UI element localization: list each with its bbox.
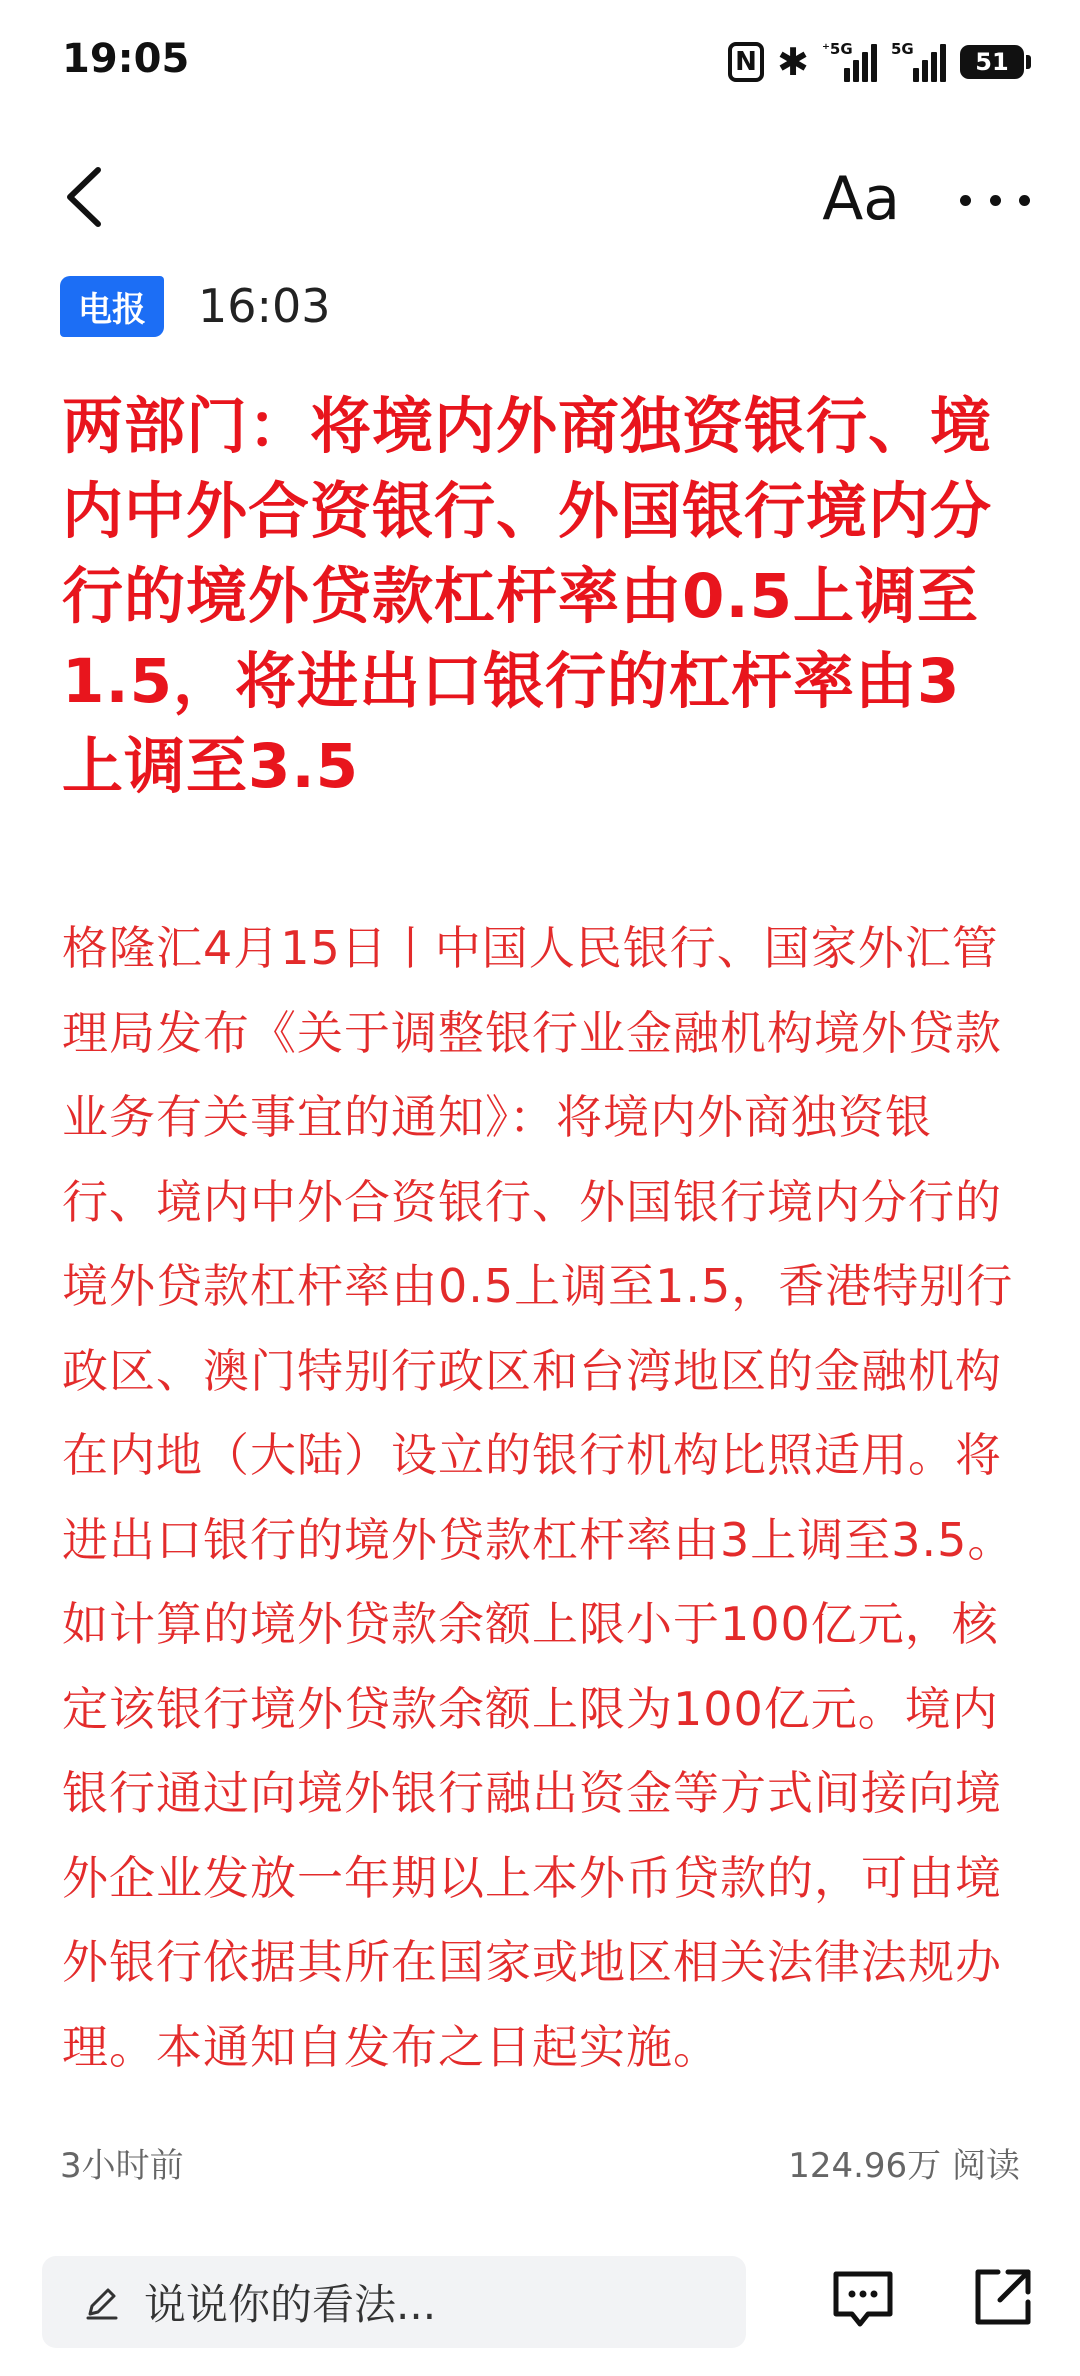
pen-icon (82, 2282, 122, 2322)
battery-icon: 51 (960, 45, 1024, 79)
share-icon (968, 2262, 1038, 2332)
comment-button[interactable] (828, 2264, 898, 2334)
read-count: 124.96万 阅读 (788, 2146, 1020, 2186)
signal-icon (822, 42, 877, 82)
more-button[interactable] (960, 170, 1030, 230)
back-arrow-icon (52, 162, 122, 232)
comment-input[interactable] (42, 2256, 746, 2348)
back-button[interactable] (52, 162, 122, 232)
status-bar (0, 0, 1080, 130)
category-badge[interactable]: 电报 (60, 276, 164, 337)
publish-time: 16:03 (198, 279, 331, 333)
post-meta (60, 2138, 1020, 2188)
signal-icon (891, 42, 946, 82)
comment-icon (828, 2264, 898, 2334)
font-size-button[interactable]: Aa (822, 164, 900, 234)
signal-label: 5G (891, 40, 914, 58)
status-time: 19:05 (62, 36, 190, 82)
share-button[interactable] (968, 2262, 1038, 2332)
article-meta (60, 276, 331, 336)
article-body: 格隆汇4月15日丨中国人民银行、国家外汇管理局发布《关于调整银行业金融机构境外贷款业务有关事宜的通知》：将境内外商独资银行、境内中外合资银行、外国银行境内分行的境外贷款杠杆率由0.5上调至1.5，香港特别行政区、澳门特别行政区和台湾地区的金融机构在内地（大陆）设立的银行机构比照适用。将进出口银行的境外贷款杠杆率由3上调至3.5。如计算的境外贷款余额上限小于100亿元，核定该银行境外贷款余额上限为100亿元。境内银行通过向境外银行融出资金等方式间接向境外企业发放一年期以上本外币贷款的，可由境外银行依据其所在国家或地区相关法律法规办理。本通知自发布之日起实施。 (62, 921, 1015, 2074)
signal-label: ⁺5G (822, 40, 853, 58)
top-nav (0, 150, 1080, 250)
more-icon (960, 195, 971, 206)
post-age: 3小时前 (60, 2146, 184, 2186)
bluetooth-icon: ✱ (777, 40, 809, 84)
status-icons (728, 40, 1024, 84)
nfc-icon: N (728, 42, 764, 82)
article-headline: 两部门：将境内外商独资银行、境内中外合资银行、外国银行境内分行的境外贷款杠杆率由0.5上调至1.5，将进出口银行的杠杆率由3上调至3.5 (62, 391, 993, 802)
bottom-bar (0, 2240, 1080, 2376)
comment-placeholder: 说说你的看法... (144, 2280, 437, 2329)
